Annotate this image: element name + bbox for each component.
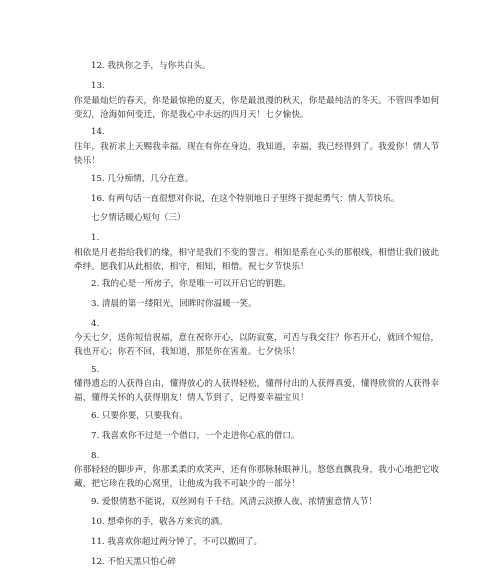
text-line: 12. 不怕天黑只怕心碎 [91, 557, 177, 567]
text-line: 5. [91, 365, 100, 375]
text-line: 11. 我喜欢你超过两分钟了，不可以撤回了。 [91, 537, 263, 547]
text-line: 往年，我祈求上天赐我幸福。现在有你在身边，我知道，幸福，我已经得到了。我爱你！情人节快乐！ [74, 142, 440, 166]
text-line: 9. 爱恨情愁不能说，双丝网有千千结。风清云淡撩人夜，浓情蜜意情人节！ [91, 497, 377, 507]
text-line: 你那轻轻的脚步声，你那柔柔的欢笑声，还有你那脉脉眼神儿，悠悠直飘我身，我小心地把它收藏，把它珍在我的心窝里，让他成为我不可缺少的一部分！ [74, 465, 440, 489]
text-line: 七夕情话暖心短句（三） [91, 213, 186, 223]
text-line: 懂得遗忘的人获得自由，懂得放心的人获得轻松，懂得付出的人获得真爱，懂得欣赏的人获得幸福，懂得关怀的人获得朋友！情人节到了，记得要幸福宝贝！ [74, 379, 440, 403]
text-line: 你是最灿烂的春天，你是最惊艳的夏天，你是最浪漫的秋天，你是最纯洁的冬天。不管四季如何变幻，沧海如何变迁，你是我心中永远的四月天！七夕愉快。 [74, 96, 440, 120]
text-line: 14. [91, 127, 105, 137]
text-line: 10. 想牵你的手，敬各方来宾的酒。 [91, 517, 228, 527]
text-line: 相依是月老指给我们的缘，相守是我们不变的誓言。相知是系在心头的那根线，相惜让我们彼此牵绊。愿我们从此相依，相守，相知，相惜。祝七夕节快乐！ [74, 248, 440, 272]
text-line: 7. 我喜欢你不过是一个借口，一个走进你心底的借口。 [91, 431, 300, 441]
text-line: 15. 几分痴情，几分在意。 [91, 174, 194, 184]
text-line: 12. 我执你之手，与你共白头。 [91, 61, 211, 71]
text-line: 16. 有两句话一直很想对你说，在这个特别地日子里终于提起勇气：情人节快乐。 [91, 194, 400, 204]
text-line: 2. 我的心是一所房子，你是唯一可以开启它的钥匙。 [91, 279, 291, 289]
text-line: 4. [91, 319, 100, 329]
text-line: 今天七夕，送你短信祝福，意在祝你开心，以防寂寞，可否与我交往？你若开心，就回个短信，我也开心；你若不回，我知道，那是你在害羞。七夕快乐！ [74, 333, 440, 357]
text-line: 6. 只要你要，只要我有。 [91, 411, 188, 421]
text-line: 3. 清晨的第一缕阳光，回眸时你温暖一笑。 [91, 299, 257, 309]
text-line: 13. [91, 81, 105, 91]
text-line: 1. [91, 233, 100, 243]
text-line: 8. [91, 451, 100, 461]
